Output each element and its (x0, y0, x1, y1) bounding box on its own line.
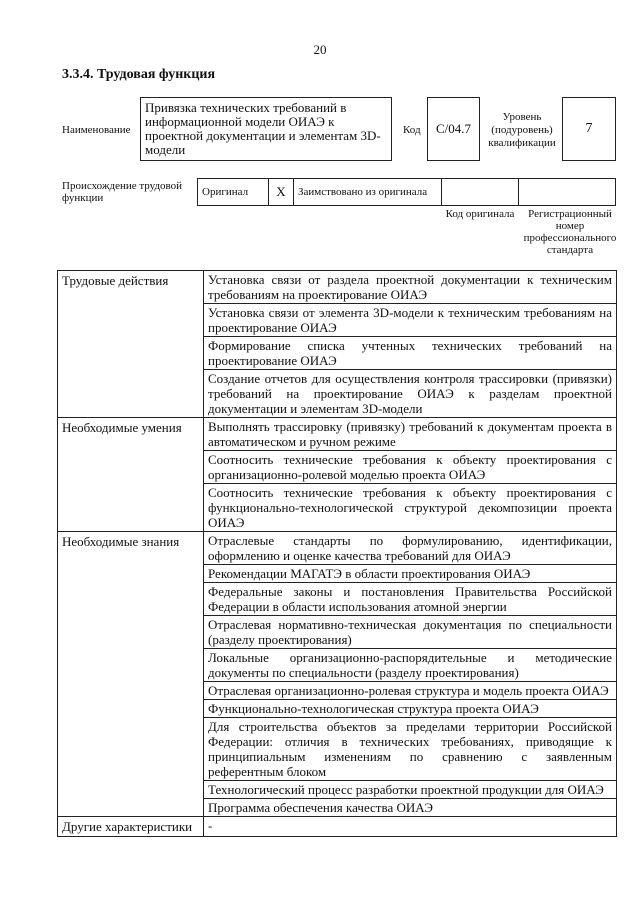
section-label: Необходимые умения (58, 418, 204, 532)
name-label: Наименование (62, 124, 131, 136)
section-item: Локальные организационно-распорядительные и методические документы по специальности (разделу проектирования) (204, 649, 617, 682)
code-caption: Код оригинала (445, 208, 515, 220)
function-code: C/04.7 (427, 97, 480, 161)
section-item: Для строительства объектов за пределами территории Российской Федерации: отличия в технических требованиях, приводящие к принципиальным изменениям по сравнению с заявленным референтным блоком (204, 718, 617, 781)
original-label: Оригинал (198, 179, 269, 206)
function-name: Привязка технических требований в информационной модели ОИАЭ к проектной документации и элементам 3D-модели (140, 97, 392, 161)
section-label: Трудовые действия (58, 271, 204, 418)
borrowed-label: Заимствовано из оригинала (294, 179, 442, 206)
section-item: Технологический процесс разработки проектной продукции для ОИАЭ (204, 781, 617, 799)
section-item: Создание отчетов для осуществления контроля трассировки (привязки) требований на проектирование ОИАЭ к разделам проектной документации и элементам 3D-модели (204, 370, 617, 418)
section-item: Отраслевая нормативно-техническая документация по специальности (разделу проектирования) (204, 616, 617, 649)
original-mark: X (269, 179, 294, 206)
origin-label: Происхождение трудовой функции (62, 180, 183, 204)
section-item: Отраслевые стандарты по формулированию, идентификации, оформлению и оценке качества требований для ОИАЭ (204, 532, 617, 565)
section-title: 3.3.4. Трудовая функция (62, 67, 216, 82)
section-item: - (204, 817, 617, 837)
page-number: 20 (313, 42, 327, 57)
section-label: Необходимые знания (58, 532, 204, 817)
section-item: Установка связи от элемента 3D-модели к техническим требованиям на проектирование ОИАЭ (204, 304, 617, 337)
code-cell (442, 179, 519, 206)
section-label: Другие характеристики (58, 817, 204, 837)
section-item: Функционально-технологическая структура проекта ОИАЭ (204, 700, 617, 718)
level-label: Уровень (подуровень) квалификации (488, 111, 556, 149)
table-row (58, 271, 617, 304)
section-item: Формирование списка учтенных технических требований на проектирование ОИАЭ (204, 337, 617, 370)
reg-caption: Регистрационный номер профессионального стандарта (523, 208, 617, 256)
qualification-level: 7 (562, 97, 616, 161)
reg-number-cell (519, 179, 616, 206)
code-label: Код (403, 124, 421, 136)
section-item: Соотносить технические требования к объекту проектирования с функционально-технологической структурой декомпозиции проекта ОИАЭ (204, 484, 617, 532)
section-item: Федеральные законы и постановления Правительства Российской Федерации в области использования атомной энергии (204, 583, 617, 616)
table-row (58, 817, 617, 837)
section-item: Соотносить технические требования к объекту проектирования с организационно-ролевой моделью проекта ОИАЭ (204, 451, 617, 484)
section-item: Программа обеспечения качества ОИАЭ (204, 799, 617, 817)
section-item: Установка связи от раздела проектной документации к техническим требованиям на проектирование ОИАЭ (204, 271, 617, 304)
section-item: Выполнять трассировку (привязку) требований к документам проекта в автоматическом и ручном режиме (204, 418, 617, 451)
function-details-table (57, 270, 617, 837)
origin-table (197, 178, 616, 206)
section-item: Отраслевая организационно-ролевая структура и модель проекта ОИАЭ (204, 682, 617, 700)
table-row (58, 532, 617, 565)
table-row (58, 418, 617, 451)
section-item: Рекомендации МАГАТЭ в области проектирования ОИАЭ (204, 565, 617, 583)
